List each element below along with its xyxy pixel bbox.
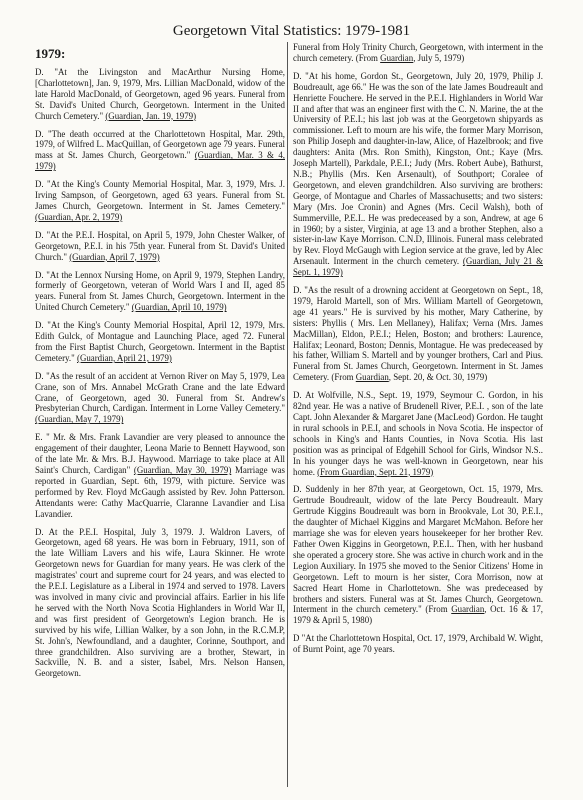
record-text: , Sept. 20, & Oct. 30, 1979) xyxy=(388,372,488,383)
record-entry xyxy=(293,633,543,655)
record-source: Guardian xyxy=(380,52,414,63)
record-text: D. "As the result of an accident at Vernon River on May 5, 1979, Lea Crane, son of Mrs. Annabel McGrath Crane and the late Edward Crane, of Georgetown, aged 30. Funeral from St. Andrew's Presbyterian Church, Cardigan. Interment in Lorne Valley Cemetery." xyxy=(35,370,285,414)
record-entry xyxy=(293,42,543,64)
record-source: (Guardian, April 10, 1979) xyxy=(131,302,227,313)
record-source: Guardian xyxy=(355,372,389,383)
record-text: Marriage was reported in Guardian, Sept. 6th, 1979, with picture. Service was performed by Rev. Floyd McGaugh assisted by Rev. John Patterson. Attendants were: Cathy MacQuarrie, Claranne Lavandier and Lisa Lavandier. xyxy=(35,465,286,519)
record-text: Funeral from Holy Trinity Church, Georgetown, with interment in the church cemetery. (From xyxy=(293,42,543,63)
record-entry xyxy=(35,320,285,364)
record-entry xyxy=(293,484,543,626)
record-entry xyxy=(35,371,285,426)
record-text: D. Suddenly in her 87th year, at Georgetown, Oct. 15, 1979, Mrs. Gertrude Boudreault, widow of the late Percy Boudreault. Mary Gertrude Kiggins Boudreault was born in Brookvale, Lot 30, P.E.I., the daughter of Michael Kiggins and Margaret McMahon. Before her marriage she was for eleven years housekeeper for her brother Rev. Father Owen Kiggins in Georgetown, P.E.I.. Then, with her husband she operated a grocery store. She was active in church work and in the Legion Auxiliary. In 1975 she moved to the Senior Citizens' Home in Georgetown. Left to mourn is her sister, Cora Morrison, now at Sacred Heart Home in Charlottetown. She was predeceased by brothers and sisters. Funeral was at St. James Church, Georgetown. Interment in the church cemetery." (From xyxy=(293,484,543,615)
record-source: (From Guardian, Sept. 21, 1979) xyxy=(317,466,434,477)
record-entry xyxy=(293,285,543,383)
record-source: (Guardian, Jan. 19, 1979) xyxy=(105,110,197,121)
record-entry xyxy=(35,67,285,122)
record-source: (Guardian, Mar. 3 & 4, 1979) xyxy=(35,150,285,172)
record-entry xyxy=(35,230,285,263)
left-entry-list xyxy=(35,67,285,679)
record-source: (Guardian, May 30, 1979) xyxy=(133,465,232,475)
column-divider xyxy=(287,42,288,787)
record-entry xyxy=(293,390,543,477)
record-text: , July 5, 1979) xyxy=(413,52,465,63)
record-source: (Guardian, May 7, 1979) xyxy=(35,414,124,425)
record-entry xyxy=(35,179,285,223)
record-source: (Guardian, April 7, 1979) xyxy=(69,251,160,262)
record-source: Guardian xyxy=(451,604,485,615)
record-text: D. "At the King's County Memorial Hospital, Mar. 3, 1979, Mrs. J. Irving Sampson, of Georgetown, aged 63 years. Funeral from St. James Church, Georgetown. Interment in St. James Cemetery." xyxy=(35,179,285,211)
record-entry xyxy=(35,432,285,519)
right-entry-list xyxy=(293,42,543,655)
record-entry xyxy=(35,270,285,314)
record-source: (Guardian, Apr. 2, 1979) xyxy=(35,211,123,222)
record-text: D. "At his home, Gordon St., Georgetown, July 20, 1979, Philip J. Boudreault, age 66." He was the son of the late James Boudreault and Henriette Fouchere. He served in the P.E.I. Highlanders in World War II and after that was an engineer first with the C. N. Marine, the at the University of P.E.I.; his last job was at the Georgetown shipyards as commissioner. Left to mourn are his wife, the former Mary Morrison, son Philip Joseph and daughter-in-law, Alice, of Hazelbrook; and five daughters: Anita (Mrs. Ron Smith), Kingston, Ont.; Kaye (Mrs. Joseph Martell), Parkdale, P.E.I.; Judy (Mrs. Robert Aube), Bathurst, N.B.; Phyllis (Mrs. Ken Arsenault), of Southport; Coralee of Georgetown, and eleven grandchildren. Also surviving are brothers: George, of Montague and Charles of Massachusetts; and two sisters: Mary (Mrs. Joe Cronin) and Agnes (Mrs. Cecil Walsh), both of Summerville, P.E.I.. He was predeceased by a son, Andrew, at age 6 in 1960; by a sister, Virginia, at age 13 and a brother Stephen, also a sister-in-law Kaye Morrison. C.N.D, Illinois. Funeral mass celebrated by Rev. Floyd McGaugh with Legion service at the grave, led by Alec Arsenault. Interment in the church cemetery. xyxy=(293,70,543,267)
record-entry xyxy=(35,129,285,173)
record-text: D. "At the Livingston and MacArthur Nursing Home, [Charlottetown], Jan. 9, 1979, Mrs. Lillian MacDonald, widow of the late Harold MacDonald, of Georgetown, aged 96 years. Funeral from St. David's United Church, Georgetown. Interment in the United Church Cemetery." xyxy=(35,67,285,121)
record-text: D. "At the P.E.I. Hospital, on April 5, 1979, John Chester Walker, of Georgetown, P.E.I. in his 75th year. Funeral from St. David's United Church." xyxy=(35,229,285,262)
record-source: (Guardian, April 21, 1979) xyxy=(76,352,172,363)
right-column xyxy=(293,42,543,662)
record-entry xyxy=(293,71,543,278)
record-text: D "At the Charlottetown Hospital, Oct. 17, 1979, Archibald W. Wight, of Burnt Point, age 70 years. xyxy=(293,633,543,655)
record-text: D. "As the result of a drowning accident at Georgetown on Sept., 18, 1979, Harold Martell, son of Mrs. William Martell of Georgetown, age 41 years." He is survived by his mother, Mary Catherine, by sisters: Phyllis ( Mrs. Len Mellaney), Halifax; Verna (Mrs. James MacMillan), Eldon, P.E.I.; Helen, Boston; and brothers: Laurence, Halifax; Leonard, Boston; Dennis, Montague. He was predeceased by his father, William S. Martell and by younger brothers, Carl and Pius. Funeral from St. James Church, Georgetown. Interment in St. James Cemetery. (From xyxy=(293,285,543,383)
record-text: D. "The death occurred at the Charlottetown Hospital, Mar. 29th, 1979, of Wilfred L. MacQuillan, of Georgetown age 79 years. Funeral mass at St. James Church, Georgetown." xyxy=(35,128,285,161)
record-text: D. At Wolfville, N.S., Sept. 19, 1979, Seymour C. Gordon, in his 82nd year. He was a native of Brudenell River, P.E.I. , son of the late Capt. John Alexander & Margaret Jane (MacLeod) Gordon. He taught in rural schools in P.E.I, and schools in Nova Scotia. He inspector of schools in King's and Hants Counties, in Nova Scotia. His last position was as principal of Edgehill School for Girls, Windsor N.S.. In his younger days he was well-known in Georgetown, near his home. xyxy=(293,390,543,477)
record-text: D. At the P.E.I. Hospital, July 3, 1979. J. Waldron Lavers, of Georgetown, aged 68 years. He was born in February, 1911, son of the late William Lavers and his wife, Laura Skinner. He wrote Georgetown news for Guardian for many years. He was clerk of the magistrates' court and supreme court for 24 years, and was elected to the P.E.I. Legislature as a Liberal in 1974 and served to 1978. Lavers was involved in many civic and provincial affairs. Earlier in his life he served with the North Nova Scotia Highlanders in World War II, and was first president of Georgetown's Legion branch. He is survived by his wife, Lillian Walker, by a son John, in the R.C.M.P, St. John's, Newfoundland, and a daughter, Corinne, Southport, and three grandchildren. Also surviving are a brother, Stewart, in Sackville, N. B. and a sister, Isabel, Mrs. Nelson Hansen, Georgetown. xyxy=(35,526,285,679)
left-column xyxy=(35,42,285,686)
record-text: D. "At the King's County Memorial Hospital, April 12, 1979, Mrs. Edith Gulck, of Montague and Launching Place, aged 72. Funeral from the First Baptist Church, Georgetown. Interment in the Baptist Cemetery." xyxy=(35,320,285,363)
record-text: , Oct. 16 & 17, 1979 & April 5, 1980) xyxy=(293,604,543,626)
page-title: Georgetown Vital Statistics: 1979-1981 xyxy=(172,23,411,39)
year-heading: 1979: xyxy=(35,46,66,61)
record-entry xyxy=(35,527,285,680)
record-text: E. " Mr. & Mrs. Frank Lavandier are very pleased to announce the engagement of their daughter, Leona Marie to Bennett Haywood, son of the late Mr. & Mrs. B.J. Haywood. Marriage to take place at All Saint's Church, Cardigan" xyxy=(35,432,285,475)
record-text: D. "At the Lennox Nursing Home, on April 9, 1979, Stephen Landry, formerly of Georgetown, veteran of World Wars I and II, aged 85 years. Funeral from St. James Church, Georgetown. Interment in the United Church Cemetery." xyxy=(35,269,285,313)
record-source: (Guardian, July 21 & Sept. 1, 1979) xyxy=(293,256,543,278)
